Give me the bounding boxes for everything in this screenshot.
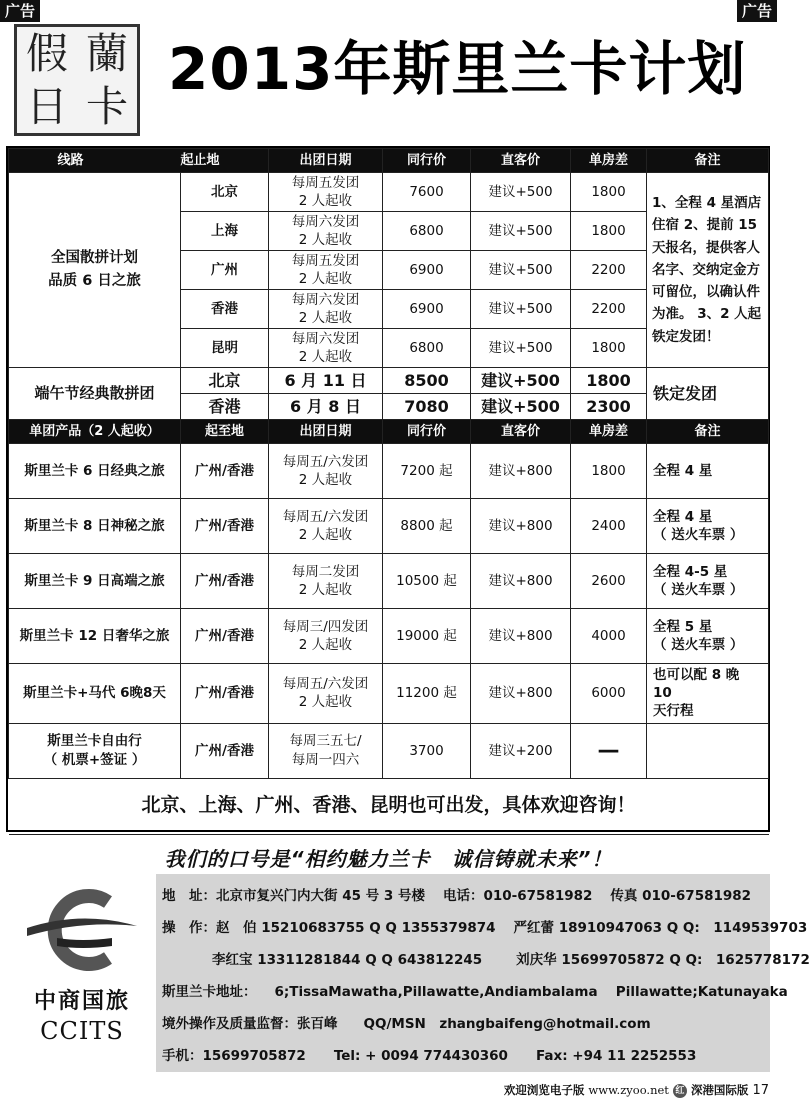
start-place: 广州/香港: [181, 723, 269, 778]
date-line: 2 人起收: [298, 694, 353, 711]
date-line: 每周五/六发团: [282, 676, 369, 693]
note-line: 全程 4-5 星: [653, 563, 728, 580]
table-footer-row: [9, 778, 769, 834]
peer-price: 6900: [383, 290, 471, 329]
operator-contact: 李红宝 13311281844 Q Q 643812245: [212, 952, 483, 968]
product-note: [647, 499, 769, 554]
date-line: 每周一四六: [291, 751, 360, 768]
header-single: 单房差: [571, 149, 647, 173]
group-tour-notes: 1、全程 4 星酒店住宿 2、提前 15 天报名，提供客人名字、交纳定金方可留位，以确认件为准。 3、2 人起铁定发团！: [647, 173, 769, 368]
product-note: [647, 664, 769, 724]
product-name: 斯里兰卡 6 日经典之旅: [9, 444, 181, 499]
date-cell: 6 月 11 日: [269, 368, 383, 394]
company-name-cn: 中商国旅: [33, 989, 130, 1014]
table-row: [9, 723, 769, 778]
single-supplement: —: [571, 723, 647, 778]
table-row: [9, 664, 769, 724]
direct-price: 建议+200: [471, 723, 571, 778]
date-cell: [269, 499, 383, 554]
start-place: 广州/香港: [181, 444, 269, 499]
date-cell: [269, 290, 383, 329]
direct-price: 建议+500: [471, 173, 571, 212]
header-start: 起至地: [181, 420, 269, 444]
start-place: 广州/香港: [181, 554, 269, 609]
header-notes: 备注: [647, 420, 769, 444]
date-line: 每周五/六发团: [282, 508, 369, 525]
header-notes: 备注: [647, 149, 769, 173]
date-line: 每周五发团: [291, 174, 360, 191]
product-name-line: 斯里兰卡自由行: [47, 733, 142, 750]
city: 香港: [181, 290, 269, 329]
address-line: [162, 884, 764, 916]
start-place: 广州/香港: [181, 664, 269, 724]
date-line: 每周三/四发团: [282, 618, 369, 635]
table-row: [9, 609, 769, 664]
dragon-boat-note: 铁定发团: [647, 368, 769, 420]
header-product: 单团产品（2 人起收）: [9, 420, 181, 444]
sri-lanka-address-line: [162, 980, 788, 1012]
single-supplement: 2300: [571, 394, 647, 420]
ccits-emblem-icon: [22, 880, 142, 980]
date-line: 每周六发团: [291, 291, 360, 308]
single-supplement: 1800: [571, 212, 647, 251]
direct-price: 建议+800: [471, 554, 571, 609]
single-supplement: 6000: [571, 664, 647, 724]
date-cell: [269, 664, 383, 724]
page-title: 2013年斯里兰卡计划: [168, 35, 747, 103]
table-header-row: [9, 149, 769, 173]
sri-lanka-address-label: 斯里兰卡地址：: [162, 984, 257, 1000]
peer-price: 10500 起: [383, 554, 471, 609]
date-line: 每周二发团: [291, 563, 360, 580]
header-start: 起止地: [180, 152, 220, 168]
peer-price: 7200 起: [383, 444, 471, 499]
company-name-en: CCITS: [40, 1017, 124, 1045]
header-route: 线路: [57, 152, 84, 168]
date-line: 2 人起收: [298, 232, 353, 248]
direct-price: 建议+500: [471, 290, 571, 329]
single-supplement: 2400: [571, 499, 647, 554]
table-row: [9, 368, 769, 394]
logo-char: 蘭: [85, 28, 128, 78]
supervisor-email: QQ/MSN zhangbaifeng@hotmail.com: [363, 1016, 651, 1032]
note-line: 也可以配 8 晚 10: [653, 667, 740, 702]
note-line: 全程 4 星: [653, 508, 713, 525]
start-place: 广州/香港: [181, 499, 269, 554]
date-line: 2 人起收: [298, 582, 353, 598]
table-header-row: [9, 420, 769, 444]
city: 北京: [181, 173, 269, 212]
date-line: 2 人起收: [298, 472, 353, 488]
header-date: 出团日期: [269, 149, 383, 173]
single-supplement: 2600: [571, 554, 647, 609]
product-name: 斯里兰卡 9 日高端之旅: [9, 554, 181, 609]
table-row: [9, 499, 769, 554]
group-tour-name-line: 全国散拼计划: [51, 249, 138, 266]
city: 昆明: [181, 329, 269, 368]
date-line: 2 人起收: [298, 193, 353, 209]
date-line: 2 人起收: [298, 527, 353, 543]
contact-info: [156, 874, 810, 1072]
table-row: [9, 554, 769, 609]
direct-price: 建议+500: [471, 329, 571, 368]
peer-price: 7600: [383, 173, 471, 212]
product-name: 斯里兰卡 8 日神秘之旅: [9, 499, 181, 554]
date-line: 2 人起收: [298, 271, 353, 287]
operator-contact: 赵 伯 15210683755 Q Q 1355379874: [216, 920, 496, 936]
product-name: [9, 723, 181, 778]
product-note: [647, 609, 769, 664]
sri-lanka-address: 6;TissaMawatha,Pillawatte,Andiambalama Pillawatte;Katunayaka: [274, 984, 788, 1000]
date-line: 每周六发团: [291, 213, 360, 230]
mobile: 手机：15699705872: [162, 1048, 306, 1064]
note-line: 全程 4 星: [653, 462, 713, 479]
note-line: （ 送火车票 ）: [653, 637, 744, 653]
header-direct-price: 直客价: [471, 420, 571, 444]
table-footer-text: 北京、上海、广州、香港、昆明也可出发，具体欢迎咨询！: [9, 778, 769, 834]
address-label: 地 址：: [162, 888, 216, 904]
ad-tag-left: 广告: [0, 0, 40, 22]
mobile-line: [162, 1044, 764, 1076]
peer-price: 6800: [383, 329, 471, 368]
single-supplement: 4000: [571, 609, 647, 664]
table-row: [9, 173, 769, 212]
date-cell: [269, 173, 383, 212]
date-line: 每周六发团: [291, 330, 360, 347]
date-line: 2 人起收: [298, 349, 353, 365]
group-tour-name-line: 品质 6 日之旅: [48, 273, 141, 289]
date-cell: [269, 554, 383, 609]
city: 香港: [181, 394, 269, 420]
logo-char: 日: [25, 81, 68, 131]
logo-char: 假: [25, 28, 68, 78]
dragon-boat-tour-name: 端午节经典散拼团: [9, 368, 181, 420]
date-cell: [269, 251, 383, 290]
peer-price: 19000 起: [383, 609, 471, 664]
note-line: 全程 5 星: [653, 618, 713, 635]
peer-price: 3700: [383, 723, 471, 778]
direct-price: 建议+500: [471, 368, 571, 394]
header-peer-price: 同行价: [383, 420, 471, 444]
date-line: 每周五/六发团: [282, 453, 369, 470]
header-single: 单房差: [571, 420, 647, 444]
product-note: [647, 554, 769, 609]
date-cell: [269, 212, 383, 251]
note-line: （ 送火车票 ）: [653, 582, 744, 598]
city: 上海: [181, 212, 269, 251]
price-table: [6, 146, 770, 832]
peer-price: 8500: [383, 368, 471, 394]
peer-price: 7080: [383, 394, 471, 420]
single-supplement: 1800: [571, 444, 647, 499]
product-name: 斯里兰卡+马代 6晚8天: [9, 664, 181, 724]
operator-contact: 严红蕾 18910947063 Q Q: 1149539703: [513, 920, 808, 936]
fax: 传真 010-67581982: [610, 888, 752, 904]
operator-label: 操 作：: [162, 920, 216, 936]
group-tour-name: [9, 173, 181, 368]
peer-price: 6900: [383, 251, 471, 290]
table-row: [9, 444, 769, 499]
footer-url[interactable]: www.zyoo.net: [588, 1083, 669, 1097]
city: 广州: [181, 251, 269, 290]
date-cell: [269, 329, 383, 368]
direct-price: 建议+800: [471, 499, 571, 554]
single-supplement: 1800: [571, 329, 647, 368]
note-line: 天行程: [653, 703, 694, 720]
direct-price: 建议+800: [471, 664, 571, 724]
city: 北京: [181, 368, 269, 394]
date-cell: [269, 444, 383, 499]
direct-price: 建议+500: [471, 212, 571, 251]
contact-block: [8, 874, 810, 1072]
date-line: 2 人起收: [298, 637, 353, 653]
date-line: 每周五发团: [291, 252, 360, 269]
supervisor-line: [162, 1012, 764, 1044]
operator-line: [162, 916, 808, 948]
header-peer-price: 同行价: [383, 149, 471, 173]
footer-welcome: 欢迎浏览电子版: [503, 1083, 585, 1097]
slogan: 我们的口号是“相约魅力兰卡 诚信铸就未来”！: [164, 847, 613, 871]
direct-price: 建议+800: [471, 609, 571, 664]
holiday-lanka-logo: [14, 24, 140, 136]
edition-badge-icon: 红: [673, 1084, 687, 1098]
page-number: 17: [752, 1083, 769, 1098]
product-name-line: （ 机票+签证 ）: [43, 751, 146, 768]
header-direct-price: 直客价: [471, 149, 571, 173]
single-supplement: 2200: [571, 290, 647, 329]
peer-price: 8800 起: [383, 499, 471, 554]
tel: Tel: + 0094 774430360: [333, 1048, 508, 1064]
date-cell: 6 月 8 日: [269, 394, 383, 420]
single-supplement: 1800: [571, 368, 647, 394]
product-name: 斯里兰卡 12 日奢华之旅: [9, 609, 181, 664]
company-logo: [8, 874, 156, 1072]
supervisor-label: 境外操作及质量监督：: [162, 1016, 297, 1032]
direct-price: 建议+500: [471, 251, 571, 290]
note-line: （ 送火车票 ）: [653, 527, 744, 543]
header-route-start: [9, 149, 269, 173]
supervisor-name: 张百峰: [297, 1016, 338, 1032]
address: 北京市复兴门内大街 45 号 3 号楼: [216, 888, 425, 904]
peer-price: 6800: [383, 212, 471, 251]
direct-price: 建议+800: [471, 444, 571, 499]
direct-price: 建议+500: [471, 394, 571, 420]
product-note: [647, 723, 769, 778]
logo-char: 卡: [85, 81, 128, 131]
date-cell: [269, 609, 383, 664]
date-line: 每周三五七/: [289, 733, 362, 750]
start-place: 广州/香港: [181, 609, 269, 664]
page-footer: [504, 1082, 769, 1098]
single-supplement: 1800: [571, 173, 647, 212]
product-note: [647, 444, 769, 499]
operator-contact: 刘庆华 15699705872 Q Q: 1625778172: [516, 952, 810, 968]
fax-international: Fax: +94 11 2252553: [535, 1048, 697, 1064]
peer-price: 11200 起: [383, 664, 471, 724]
ad-tag-right: 广告: [737, 0, 777, 22]
date-cell: [269, 723, 383, 778]
header-date: 出团日期: [269, 420, 383, 444]
phone: 电话：010-67581982: [442, 888, 593, 904]
single-supplement: 2200: [571, 251, 647, 290]
footer-edition: 深港国际版: [690, 1083, 749, 1097]
date-line: 2 人起收: [298, 310, 353, 326]
operator-line: [162, 948, 810, 980]
